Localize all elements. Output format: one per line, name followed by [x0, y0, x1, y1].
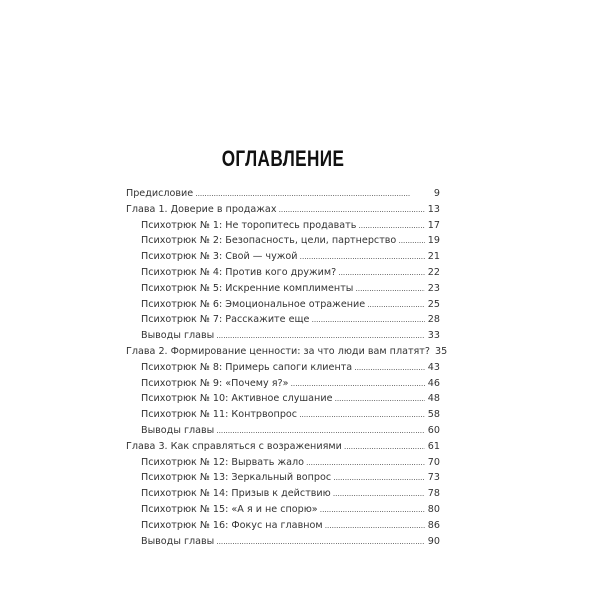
toc-entry-chapter-2[interactable]	[126, 344, 448, 360]
toc-entry-preface[interactable]	[126, 186, 440, 202]
leader-dots	[334, 391, 424, 407]
toc-entry-trick-15[interactable]	[126, 502, 440, 518]
leader-dots	[216, 328, 425, 344]
toc-entry-label: Психотрюк № 4: Против кого дружим?	[141, 266, 337, 278]
toc-entry-trick-10[interactable]	[126, 391, 440, 407]
toc-entry-label: Глава 3. Как справляться с возражениями	[126, 440, 342, 452]
page-title: ОГЛАВЛЕНИЕ	[221, 145, 345, 171]
toc-entry-label: Психотрюк № 15: «А я и не спорю»	[141, 503, 318, 515]
toc-entry-page: 33	[427, 330, 440, 342]
toc-entry-trick-9[interactable]	[126, 376, 440, 392]
toc-entry-page: 60	[427, 424, 440, 436]
toc-entry-label: Психотрюк № 16: Фокус на главном	[141, 519, 323, 531]
toc-entry-trick-2[interactable]	[126, 233, 440, 249]
toc-entry-page: 19	[427, 235, 440, 247]
toc-entry-label: Выводы главы	[141, 330, 215, 342]
toc-entry-page: 48	[427, 393, 440, 405]
toc-entry-label: Психотрюк № 3: Свой — чужой	[141, 251, 298, 263]
toc-entry-page: 43	[427, 361, 440, 373]
toc-entry-page: 9	[433, 188, 440, 199]
leader-dots	[300, 249, 425, 265]
toc-entry-page: 58	[427, 409, 440, 421]
toc-entry-chapter-1-summary[interactable]	[126, 328, 440, 344]
toc-entry-label: Психотрюк № 7: Расскажите еще	[141, 314, 310, 326]
toc-entry-label: Психотрюк № 6: Эмоциональное отражение	[141, 298, 366, 310]
toc-entry-chapter-3[interactable]	[126, 439, 440, 455]
toc-entry-trick-3[interactable]	[126, 249, 440, 265]
toc-entry-chapter-3-summary[interactable]	[126, 534, 440, 550]
toc-entry-page: 35	[435, 345, 448, 357]
toc-entry-trick-12[interactable]	[126, 455, 440, 471]
toc-entry-trick-1[interactable]	[126, 218, 440, 234]
toc-entry-chapter-1[interactable]	[126, 202, 440, 218]
leader-dots	[344, 439, 425, 455]
toc-entry-page: 86	[427, 519, 440, 531]
toc-entry-trick-11[interactable]	[126, 407, 440, 423]
leader-dots	[291, 376, 425, 392]
toc-entry-page: 22	[427, 266, 440, 278]
toc-entry-page: 46	[427, 377, 440, 389]
toc-entry-label: Выводы главы	[141, 535, 215, 547]
leader-dots	[333, 470, 425, 486]
toc-entry-trick-5[interactable]	[126, 281, 440, 297]
toc-entry-label: Психотрюк № 8: Примерь сапоги клиента	[141, 361, 353, 373]
leader-dots	[367, 297, 425, 313]
toc-entry-page: 28	[427, 314, 440, 326]
toc-entry-trick-7[interactable]	[126, 312, 440, 328]
leader-dots	[306, 455, 425, 471]
toc-entry-page: 17	[427, 219, 440, 231]
toc-entry-label: Психотрюк № 14: Призыв к действию	[141, 488, 331, 500]
leader-dots	[355, 281, 424, 297]
leader-dots	[398, 233, 424, 249]
table-of-contents	[126, 186, 448, 549]
toc-entry-trick-13[interactable]	[126, 470, 440, 486]
leader-dots	[311, 312, 424, 328]
leader-dots	[216, 423, 425, 439]
toc-entry-label: Психотрюк № 1: Не торопитесь продавать	[141, 219, 357, 231]
toc-entry-label: Психотрюк № 5: Искренние комплименты	[141, 282, 354, 294]
toc-entry-trick-8[interactable]	[126, 360, 440, 376]
toc-entry-chapter-2-summary[interactable]	[126, 423, 440, 439]
toc-entry-page: 13	[427, 203, 440, 215]
toc-entry-trick-6[interactable]	[126, 297, 440, 313]
toc-entry-page: 23	[427, 282, 440, 294]
toc-entry-page: 21	[427, 251, 440, 263]
leader-dots	[325, 518, 425, 534]
toc-entry-trick-14[interactable]	[126, 486, 440, 502]
toc-entry-page: 80	[427, 503, 440, 515]
toc-entry-label: Психотрюк № 13: Зеркальный вопрос	[141, 472, 332, 484]
leader-dots	[299, 407, 425, 423]
leader-dots	[320, 502, 425, 518]
toc-entry-page: 25	[427, 298, 440, 310]
toc-entry-label: Психотрюк № 2: Безопасность, цели, партнерство	[141, 235, 397, 247]
leader-dots	[333, 486, 425, 502]
toc-entry-page: 61	[427, 440, 440, 452]
toc-entry-page: 73	[427, 472, 440, 484]
leader-dots	[354, 360, 425, 376]
toc-entry-trick-4[interactable]	[126, 265, 440, 281]
leader-dots	[216, 534, 425, 550]
toc-entry-trick-16[interactable]	[126, 518, 440, 534]
toc-entry-page: 78	[427, 488, 440, 500]
toc-entry-label: Психотрюк № 11: Контрвопрос	[141, 409, 298, 421]
toc-entry-label: Предисловие	[126, 188, 194, 199]
toc-entry-page: 90	[427, 535, 440, 547]
leader-dots	[195, 186, 431, 202]
leader-dots	[358, 218, 424, 234]
toc-entry-label: Психотрюк № 9: «Почему я?»	[141, 377, 289, 389]
toc-entry-label: Психотрюк № 10: Активное слушание	[141, 393, 333, 405]
toc-entry-label: Выводы главы	[141, 424, 215, 436]
toc-entry-page: 70	[427, 456, 440, 468]
leader-dots	[279, 202, 425, 218]
toc-entry-label: Глава 1. Доверие в продажах	[126, 203, 277, 215]
toc-entry-label: Психотрюк № 12: Вырвать жало	[141, 456, 304, 468]
toc-entry-label: Глава 2. Формирование ценности: за что люди вам платят?	[126, 345, 430, 357]
leader-dots	[338, 265, 425, 281]
